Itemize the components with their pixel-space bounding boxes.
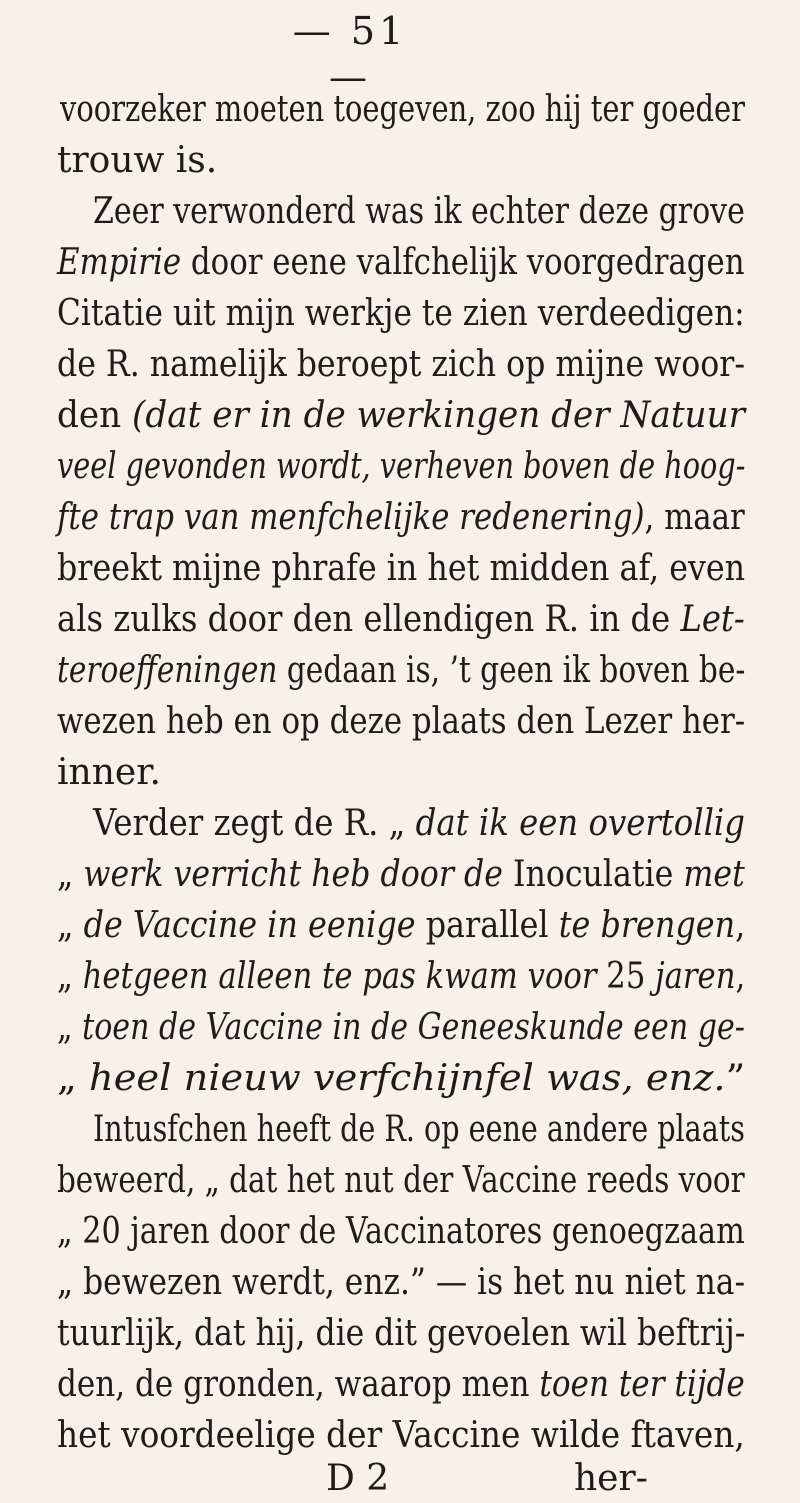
text-line bbox=[57, 902, 800, 950]
italic-text: de Vaccine in eenige bbox=[83, 905, 416, 946]
text-line-content bbox=[57, 1208, 745, 1256]
text-line bbox=[57, 494, 800, 542]
text-line-content bbox=[57, 1157, 745, 1205]
text-line-content bbox=[57, 494, 745, 542]
italic-text: jaren bbox=[655, 956, 736, 997]
text-line bbox=[57, 698, 800, 746]
italic-text: te brengen bbox=[558, 905, 736, 946]
roman-text: „ bbox=[57, 956, 83, 997]
page-number: — 51 — bbox=[292, 9, 408, 99]
catchword: her- bbox=[574, 1458, 648, 1499]
signature-mark: D 2 bbox=[326, 1458, 390, 1499]
text-line-content bbox=[93, 188, 745, 236]
text-line bbox=[60, 86, 800, 134]
text-line-content bbox=[57, 647, 745, 695]
roman-text: , bbox=[735, 956, 746, 997]
text-line-content bbox=[57, 239, 745, 287]
text-line bbox=[57, 749, 800, 797]
roman-text: Zeer verwonderd was ik echter deze grove bbox=[93, 191, 745, 232]
roman-text: , maar bbox=[644, 497, 745, 538]
text-line bbox=[93, 188, 800, 236]
text-line-content bbox=[57, 698, 745, 746]
italic-text: toen de Vaccine in de Geneeskunde een ge- bbox=[82, 1007, 745, 1048]
page-footer bbox=[0, 1455, 800, 1503]
roman-text: beweerd, „ dat het nut der Vaccine reeds voor bbox=[57, 1160, 745, 1201]
italic-text: werk verricht heb door de bbox=[83, 854, 503, 895]
italic-text: met bbox=[683, 854, 745, 895]
text-line bbox=[57, 239, 800, 287]
text-line-content bbox=[93, 1106, 745, 1154]
roman-text: het voordeelige der Vaccine wilde ftaven, bbox=[57, 1415, 745, 1456]
roman-text: als zulks door den ellendigen R. in de bbox=[57, 599, 681, 640]
italic-text: (dat er in de werkingen der Natuur bbox=[132, 395, 745, 436]
text-line bbox=[57, 953, 800, 1001]
roman-text: trouw is. bbox=[57, 140, 218, 181]
roman-text: Citatie uit mijn werkje te zien verdeedigen: bbox=[57, 293, 745, 334]
text-line-content bbox=[57, 1412, 745, 1460]
roman-text: , bbox=[735, 905, 746, 946]
text-line-content bbox=[57, 443, 745, 491]
italic-text: fte trap van menfchelijke redenering) bbox=[57, 497, 645, 538]
text-line bbox=[57, 290, 800, 338]
roman-text: Intusfchen heeft de R. op eene andere plaats bbox=[93, 1109, 745, 1150]
roman-text: 25 bbox=[596, 956, 656, 997]
text-line-content bbox=[57, 1310, 745, 1358]
text-line-content bbox=[57, 1361, 745, 1409]
text-line-content bbox=[57, 137, 217, 185]
text-line bbox=[57, 1412, 800, 1460]
text-line-content bbox=[57, 290, 745, 338]
text-line-content bbox=[57, 392, 745, 440]
text-line bbox=[57, 1310, 800, 1358]
text-line-content bbox=[57, 749, 161, 797]
text-line bbox=[93, 1106, 800, 1154]
text-line-content bbox=[93, 800, 745, 848]
italic-text: Let- bbox=[680, 599, 745, 640]
roman-text: den bbox=[57, 395, 133, 436]
italic-text: veel gevonden wordt, verheven boven de hoog- bbox=[57, 446, 746, 487]
text-line-content bbox=[57, 341, 745, 389]
text-line-content bbox=[60, 86, 745, 134]
text-line-content bbox=[57, 596, 745, 644]
text-line bbox=[57, 1157, 800, 1205]
roman-text: ” bbox=[725, 1058, 746, 1099]
text-line-content bbox=[57, 902, 745, 950]
text-line bbox=[57, 1004, 800, 1052]
italic-text: heel nieuw verfchijnfel was, enz. bbox=[89, 1058, 726, 1099]
roman-text: „ bewezen werdt, enz.” — is het nu niet na- bbox=[57, 1262, 746, 1303]
text-line-content bbox=[57, 1004, 745, 1052]
text-line-content bbox=[57, 545, 745, 593]
text-line bbox=[57, 1208, 800, 1256]
text-line bbox=[57, 392, 800, 440]
text-line-content bbox=[57, 1259, 745, 1307]
text-line-content bbox=[57, 1055, 745, 1103]
roman-text: „ bbox=[57, 905, 84, 946]
roman-text: Verder zegt de R. „ bbox=[93, 803, 416, 844]
text-line bbox=[93, 800, 800, 848]
roman-text: „ bbox=[57, 1058, 90, 1099]
text-line bbox=[57, 341, 800, 389]
text-line bbox=[57, 851, 800, 899]
roman-text: Inoculatie bbox=[502, 854, 684, 895]
text-line bbox=[57, 1259, 800, 1307]
roman-text: door eene valfchelijk voorgedragen bbox=[181, 242, 745, 283]
roman-text: voorzeker moeten toegeven, zoo hij ter goeder bbox=[60, 89, 745, 130]
italic-text: dat ik een overtollig bbox=[415, 803, 745, 844]
roman-text: inner. bbox=[57, 752, 161, 793]
text-line bbox=[57, 1055, 800, 1103]
roman-text: den, de gronden, waarop men bbox=[57, 1364, 540, 1405]
text-line bbox=[57, 1361, 800, 1409]
roman-text: wezen heb en op deze plaats den Lezer her- bbox=[57, 701, 746, 742]
italic-text: toen ter tijde bbox=[539, 1364, 745, 1405]
italic-text: teroeffeningen bbox=[57, 650, 278, 691]
roman-text: tuurlijk, dat hij, die dit gevoelen wil beftrij- bbox=[57, 1313, 746, 1354]
text-line bbox=[57, 596, 800, 644]
roman-text: „ 20 jaren door de Vaccinatores genoegzaam bbox=[57, 1211, 745, 1252]
text-line bbox=[57, 443, 800, 491]
roman-text: gedaan is, ’t geen ik boven be- bbox=[277, 650, 746, 691]
text-line-content bbox=[57, 953, 745, 1001]
text-line bbox=[57, 647, 800, 695]
roman-text: breekt mijne phrafe in het midden af, even bbox=[57, 548, 746, 589]
text-line bbox=[57, 137, 800, 185]
italic-text: hetgeen alleen te pas kwam voor bbox=[82, 956, 597, 997]
text-line bbox=[57, 545, 800, 593]
roman-text: „ bbox=[57, 1007, 83, 1048]
roman-text: parallel bbox=[415, 905, 559, 946]
italic-text: Empirie bbox=[57, 242, 182, 283]
roman-text: de R. namelijk beroept zich op mijne woor- bbox=[57, 344, 746, 385]
roman-text: „ bbox=[57, 854, 84, 895]
text-line-content bbox=[57, 851, 745, 899]
